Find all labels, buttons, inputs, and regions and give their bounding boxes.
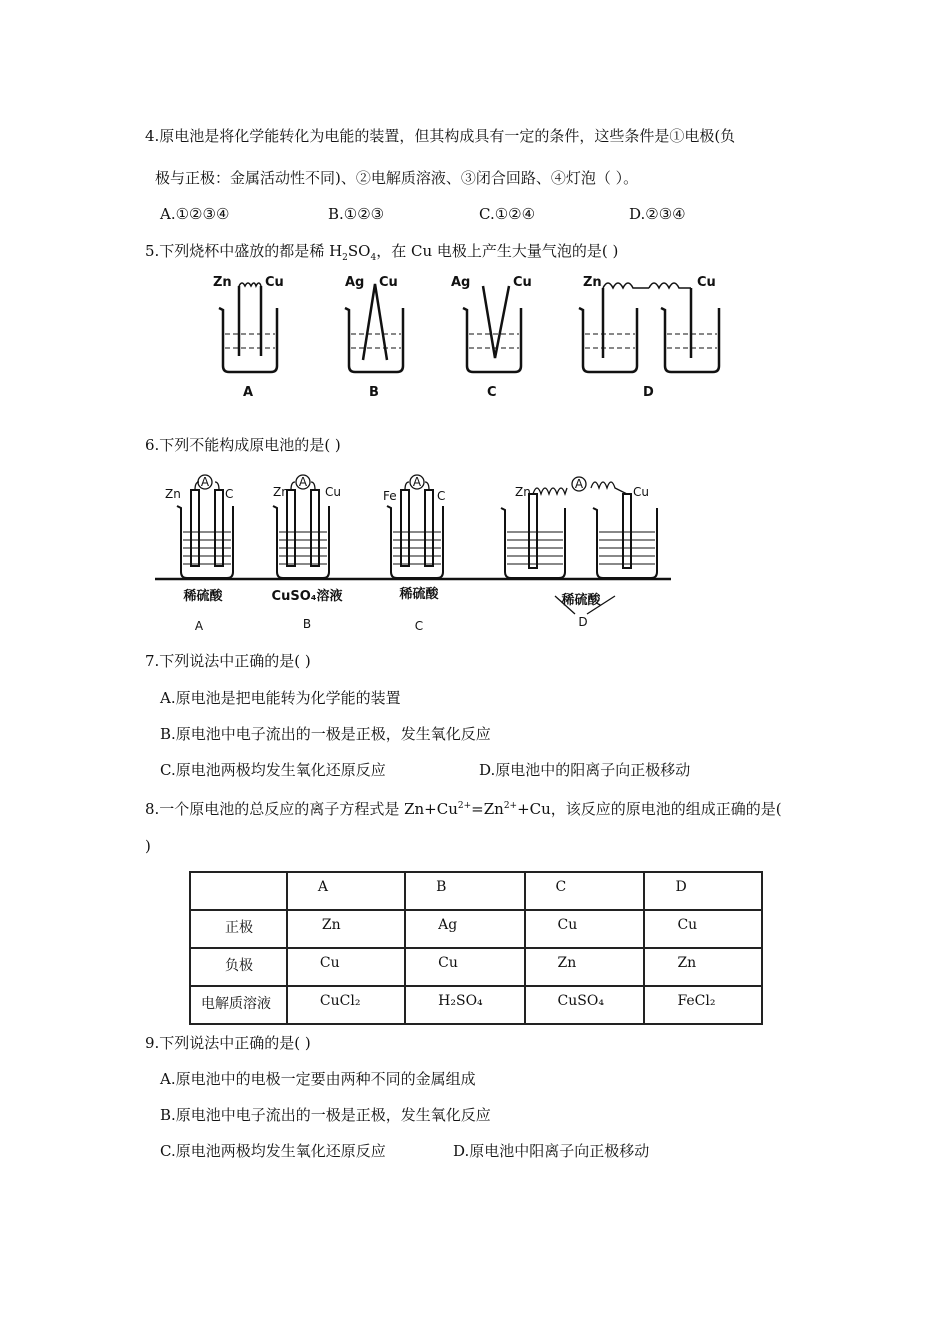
table-cell: Cu (405, 948, 524, 986)
q6-caption-d: D (578, 615, 588, 629)
q5-beaker-b (345, 308, 403, 372)
q9-option-b: B.原电池中电子流出的一极是正极，发生氧化反应 (160, 1106, 491, 1124)
q6-label-c-left: Fe (383, 489, 397, 503)
q6-solution-b: CuSO₄溶液 (271, 589, 343, 604)
q4-option-d: D.②③④ (629, 205, 686, 223)
q5-label-b-cu: Cu (379, 275, 398, 290)
q5-label-d-cu: Cu (697, 275, 716, 290)
q5-stem: 5.下列烧杯中盛放的都是稀 $H_2SO_4$，在 Cu 电极上产生大量气泡的是( ) (145, 242, 619, 263)
q8-table (189, 871, 763, 1025)
q6-label-d-left: Zn (515, 485, 531, 499)
table-header-cell: C (525, 872, 645, 910)
table-header-cell: B (405, 872, 524, 910)
q6-label-d-right: Cu (633, 485, 649, 499)
q5-a-wire (239, 283, 261, 286)
q6-stem: 6.下列不能构成原电池的是( ) (145, 436, 341, 454)
table-cell: Zn (644, 948, 762, 986)
q5-caption-a: A (243, 385, 254, 400)
q4-stem-line2: 极与正极：金属活动性不同)、②电解质溶液、③闭合回路、④灯泡（ ）。 (155, 169, 639, 187)
table-cell: Ag (405, 910, 524, 948)
table-cell: CuSO₄ (525, 986, 645, 1024)
q5-c-electrodes (483, 286, 509, 358)
q6-beaker-c (387, 506, 443, 578)
q6-c-meter-label: A (412, 475, 422, 489)
table-cell: H₂SO₄ (405, 986, 524, 1024)
q5-caption-c: C (487, 385, 497, 400)
q6-caption-b: B (302, 617, 312, 631)
q6-beaker-b (273, 506, 329, 578)
table-row (190, 872, 762, 910)
q8-stem-line2: ) (145, 837, 151, 855)
q6-a-right-electrode (215, 490, 223, 566)
q4-option-a: A.①②③④ (160, 205, 230, 223)
table-cell: 电解质溶液 (190, 986, 287, 1024)
q4-stem-line1: 4.原电池是将化学能转化为电能的装置，但其构成具有一定的条件，这些条件是①电极(负 (145, 127, 736, 145)
q5-d-wire (603, 283, 691, 288)
q6-b-meter-label: A (298, 475, 308, 489)
table-cell: Zn (525, 948, 645, 986)
q5-caption-b: B (369, 385, 379, 400)
table-cell: 负极 (190, 948, 287, 986)
q9-stem: 9.下列说法中正确的是( ) (145, 1034, 311, 1052)
q5-beaker-figure (205, 268, 735, 406)
q6-a-left-electrode (191, 490, 199, 566)
q9-option-a: A.原电池中的电极一定要由两种不同的金属组成 (160, 1070, 476, 1088)
q7-stem: 7.下列说法中正确的是( ) (145, 652, 311, 670)
q6-label-a-right: C (225, 487, 234, 501)
q5-label-a-zn: Zn (213, 275, 232, 290)
q6-caption-a: A (194, 619, 204, 633)
q6-label-b-right: Cu (325, 485, 341, 499)
table-header-cell: D (644, 872, 762, 910)
q6-beaker-a (177, 506, 233, 578)
q5-label-a-cu: Cu (265, 275, 284, 290)
q4-option-b: B.①②③ (328, 205, 385, 223)
q8-stem: 8.一个原电池的总反应的离子方程式是 $Zn+Cu^{2+}=Zn^{2+}+Cu$，该反应的原电池的组成正确的是( (145, 800, 782, 818)
q6-label-c-right: C (437, 489, 446, 503)
q6-a-meter-label: A (200, 475, 210, 489)
q7-option-a: A.原电池是把电能转为化学能的装置 (160, 689, 401, 707)
q6-solution-a: 稀硫酸 (183, 589, 223, 604)
q6-label-b-left: Zn (273, 485, 289, 499)
q5-label-b-ag: Ag (345, 275, 365, 290)
table-cell: 正极 (190, 910, 287, 948)
q6-solution-d: 稀硫酸 (561, 593, 601, 608)
table-cell: Cu (287, 948, 405, 986)
table-cell: Zn (287, 910, 405, 948)
table-cell: FeCl₂ (644, 986, 762, 1024)
q9-option-d: D.原电池中阳离子向正极移动 (453, 1142, 650, 1160)
table-row (190, 910, 762, 948)
table-cell: CuCl₂ (287, 986, 405, 1024)
q6-cell-figure (155, 468, 675, 636)
q7-option-b: B.原电池中电子流出的一极是正极，发生氧化反应 (160, 725, 491, 743)
q5-beaker-d1 (579, 308, 637, 372)
q6-solution-c: 稀硫酸 (399, 587, 439, 602)
q9-option-c: C.原电池两极均发生氧化还原反应 (160, 1142, 386, 1160)
table-row (190, 948, 762, 986)
q5-label-d-zn: Zn (583, 275, 602, 290)
q4-option-c: C.①②④ (479, 205, 536, 223)
q5-label-c-ag: Ag (451, 275, 471, 290)
q6-d-meter-label: A (574, 477, 584, 491)
q6-label-a-left: Zn (165, 487, 181, 501)
q5-b-electrodes (363, 284, 387, 360)
table-header-cell: A (287, 872, 405, 910)
table-cell (190, 872, 287, 910)
table-row (190, 986, 762, 1024)
q5-beaker-a (219, 308, 277, 372)
q7-option-c: C.原电池两极均发生氧化还原反应 (160, 761, 386, 779)
q7-option-d: D.原电池中的阳离子向正极移动 (479, 761, 691, 779)
q5-label-c-cu: Cu (513, 275, 532, 290)
q6-caption-c: C (414, 619, 424, 633)
q5-caption-d: D (643, 385, 654, 400)
table-cell: Cu (644, 910, 762, 948)
table-cell: Cu (525, 910, 645, 948)
